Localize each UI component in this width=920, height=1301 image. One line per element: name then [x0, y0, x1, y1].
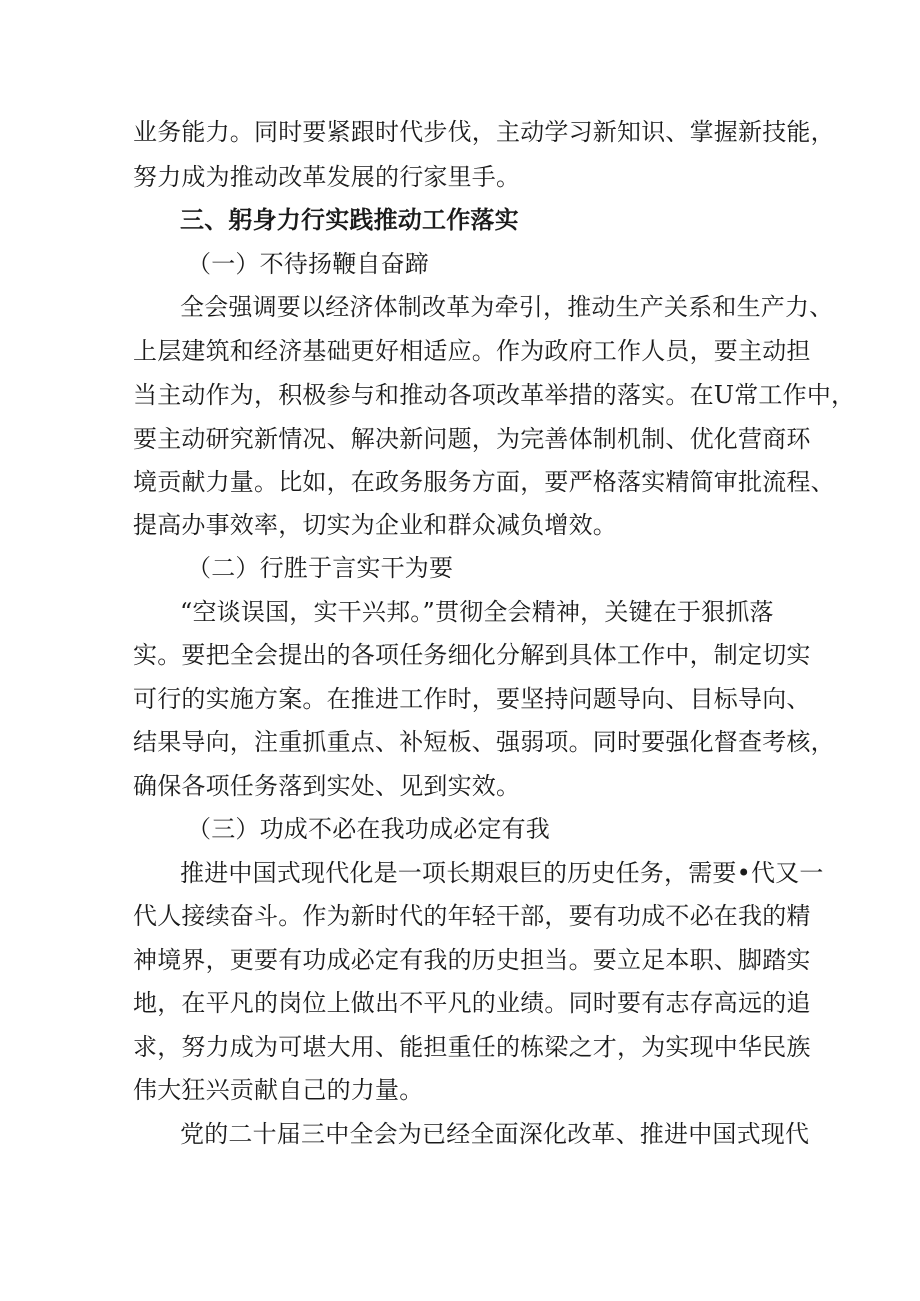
paragraph-line: 上层建筑和经济基础更好相适应。作为政府工作人员，要主动担 [133, 337, 811, 365]
paragraph-line: 确保各项任务落到实处、见到实效。 [133, 772, 521, 800]
subsection-heading: （二）行胜于言实干为要 [187, 554, 454, 582]
paragraph-line: 地，在平凡的岗位上做出不平凡的业绩。同时要有志存高远的追 [133, 989, 811, 1017]
paragraph-line: 推进中国式现代化是一项长期艰巨的历史任务，需要•代又一 [180, 859, 824, 887]
paragraph-line: 神境界，更要有功成必定有我的历史担当。要立足本职、脚踏实 [133, 946, 811, 974]
section-heading: 三、躬身力行实践推动工作落实 [180, 205, 519, 234]
paragraph-line: 可行的实施方案。在推进工作时，要坚持问题导向、目标导向、 [133, 685, 811, 713]
paragraph-line: 结果导向，注重抓重点、补短板、强弱项。同时要强化督查考核， [133, 728, 835, 756]
paragraph-line: 业务能力。同时要紧跟时代步伐，主动学习新知识、掌握新技能， [133, 118, 835, 146]
subsection-heading: （一）不待扬鞭自奋蹄 [187, 250, 429, 278]
paragraph-line: 境贡献力量。比如，在政务服务方面，要严格落实精简审批流程、 [133, 468, 835, 496]
paragraph-line: 全会强调要以经济体制改革为牵引，推动生产关系和生产力、 [180, 293, 834, 321]
paragraph-line: 提高办事效率，切实为企业和群众减负增效。 [133, 511, 617, 539]
paragraph-line: 当主动作为，积极参与和推动各项改革举措的落实。在U常工作中， [133, 381, 856, 409]
paragraph-line: 实。要把全会提出的各项任务细化分解到具体工作中，制定切实 [133, 641, 811, 669]
paragraph-line: 党的二十届三中全会为已经全面深化改革、推进中国式现代 [180, 1120, 810, 1148]
paragraph-line: “空谈误国，实干兴邦。”贯彻全会精神，关键在于狠抓落 [180, 598, 774, 626]
paragraph-line: 要主动研究新情况、解决新问题，为完善体制机制、优化营商环 [133, 425, 811, 453]
paragraph-line: 代人接续奋斗。作为新时代的年轻干部，要有功成不必在我的精 [133, 902, 811, 930]
subsection-heading: （三）功成不必在我功成必定有我 [187, 815, 550, 843]
paragraph-line: 求，努力成为可堪大用、能担重任的栋梁之才，为实现中华民族 [133, 1033, 811, 1061]
paragraph-line: 努力成为推动改革发展的行家里手。 [133, 163, 521, 191]
paragraph-line: 伟大狂兴贡献自己的力量。 [133, 1076, 424, 1104]
